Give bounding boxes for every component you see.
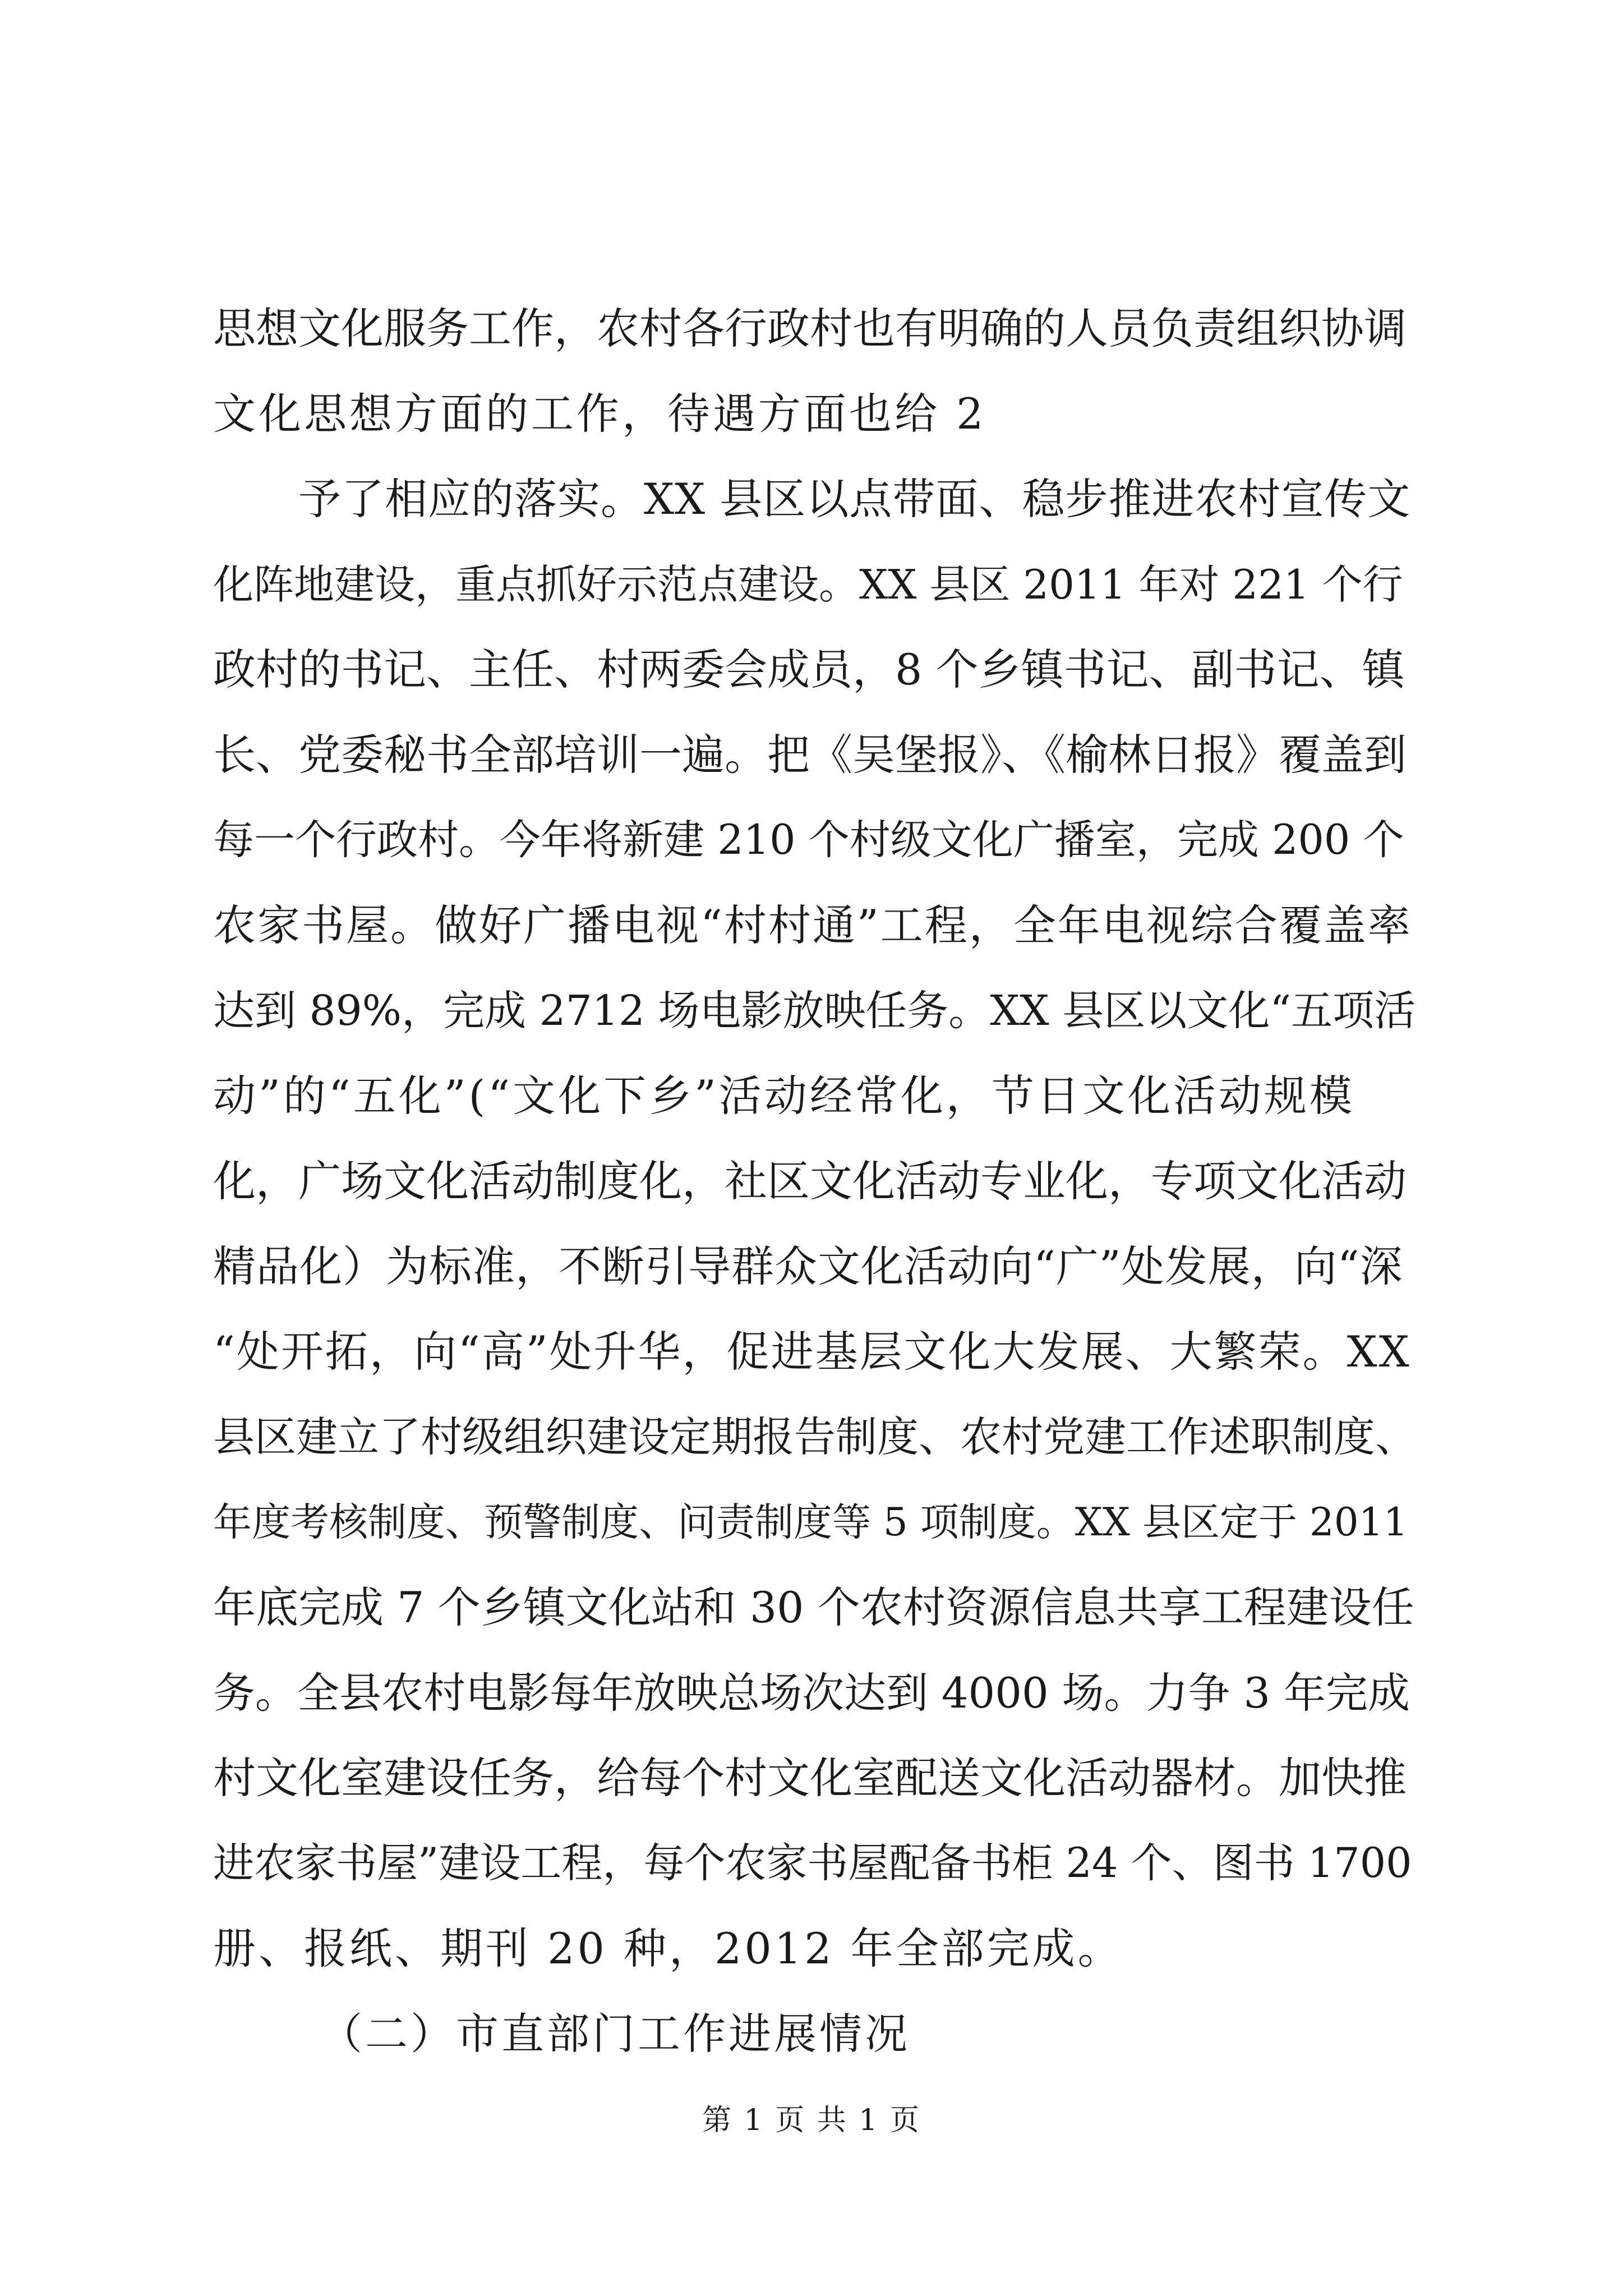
page-footer <box>0 2098 1623 2143</box>
body-line: 年底完成 7 个乡镇文化站和 30 个农村资源信息共享工程建设任 <box>213 1582 1414 1632</box>
body-line: 务。全县农村电影每年放映总场次达到 4000 场。力争 3 年完成 <box>213 1668 1410 1718</box>
body-line: 政村的书记、主任、村两委会成员，8 个乡镇书记、副书记、镇 <box>213 645 1405 694</box>
paragraph-start-line: 予了相应的落实。XX 县区以点带面、稳步推进农村宣传文 <box>298 474 1411 524</box>
body-line: 达到 89%，完成 2712 场电影放映任务。XX 县区以文化“五项活 <box>213 987 1416 1035</box>
body-line: 农家书屋。做好广播电视“村村通”工程，全年电视综合覆盖率 <box>213 900 1412 950</box>
body-line: 思想文化服务工作，农村各行政村也有明确的人员负责组织协调 <box>213 303 1407 353</box>
body-line: 县区建立了村级组织建设定期报告制度、农村党建工作述职制度、 <box>213 1413 1417 1461</box>
section-heading: （二）市直部门工作进展情况 <box>320 2009 910 2059</box>
body-line: 精品化）为标准，不断引导群众文化活动向“广”处发展，向“深 <box>213 1241 1403 1291</box>
body-line: 化，广场文化活动制度化，社区文化活动专业化，专项文化活动 <box>213 1156 1407 1206</box>
body-line: 年度考核制度、预警制度、问责制度等 5 项制度。XX 县区定于 2011 <box>213 1500 1408 1545</box>
document-body <box>213 286 1419 2077</box>
body-line: 长、党委秘书全部培训一遍。把《吴堡报》、《榆林日报》覆盖到 <box>213 730 1407 780</box>
body-line: 册、报纸、期刊 20 种，2012 年全部完成。 <box>213 1924 1123 1973</box>
page-number-label: 第 1 页 共 1 页 <box>702 2104 921 2137</box>
body-line: “处开拓，向“高”处升华，促进基层文化大发展、大繁荣。XX <box>213 1327 1411 1377</box>
body-line: 文化思想方面的工作，待遇方面也给 2 <box>213 389 986 439</box>
body-line: 动”的“五化”(“文化下乡”活动经常化，节日文化活动规模 <box>213 1071 1355 1121</box>
body-line: 每一个行政村。今年将新建 210 个村级文化广播室，完成 200 个 <box>213 816 1404 864</box>
body-line: 化阵地建设，重点抓好示范点建设。XX 县区 2011 年对 221 个行 <box>213 561 1403 608</box>
body-line: 村文化室建设任务，给每个村文化室配送文化活动器材。加快推 <box>213 1753 1407 1803</box>
body-line: 进农家书屋”建设工程，每个农家书屋配备书柜 24 个、图书 1700 <box>213 1839 1412 1887</box>
